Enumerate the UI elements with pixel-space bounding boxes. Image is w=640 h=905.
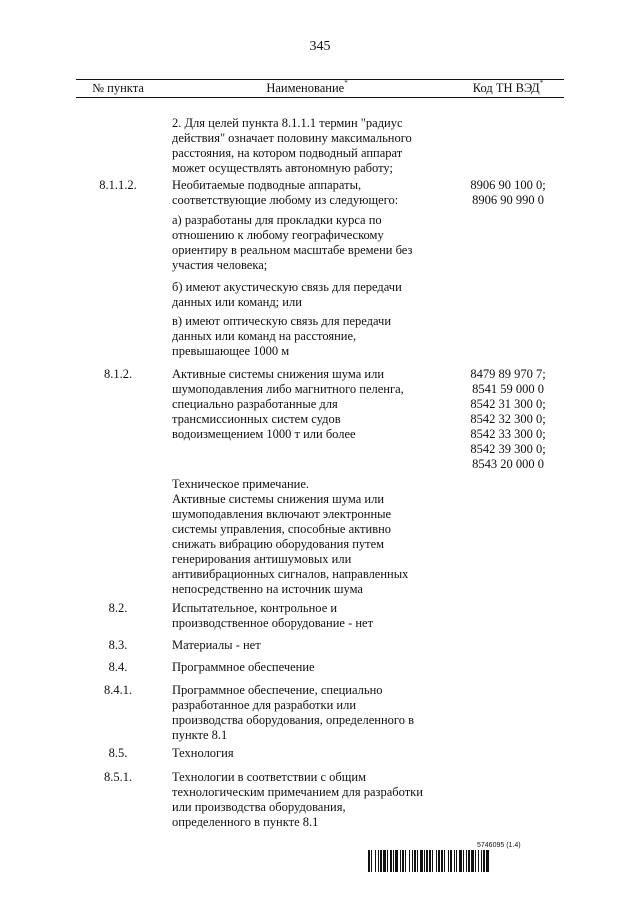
item-description	[172, 638, 442, 653]
header-col-name: Наименование*	[266, 79, 348, 96]
description-line: шумоподавления включают электронные	[172, 507, 392, 521]
description-line: снижать вибрацию оборудования путем	[172, 537, 385, 551]
tn-ved-code: 8906 90 990 0	[472, 193, 544, 207]
tn-ved-codes	[452, 367, 564, 472]
item-number: 8.5.	[108, 746, 128, 760]
description-line: трансмиссионных систем судов	[172, 412, 341, 426]
description-line: превышающее 1000 м	[172, 344, 290, 358]
item-description	[172, 770, 442, 830]
item-number: 8.3.	[108, 638, 128, 652]
tn-ved-code: 8542 31 300 0;	[470, 397, 546, 411]
description-line: системы управления, способные активно	[172, 522, 392, 536]
description-line: 2. Для целей пункта 8.1.1.1 термин "радиус	[172, 116, 403, 130]
description-line: пункте 8.1	[172, 728, 228, 742]
item-description	[172, 116, 442, 176]
description-line: б) имеют акустическую связь для передачи	[172, 280, 402, 294]
description-line: действия" означает половину максимального	[172, 131, 412, 145]
tn-ved-code: 8542 32 300 0;	[470, 412, 546, 426]
description-line: разработанное для разработки или	[172, 698, 357, 712]
description-line: Активные системы снижения шума или	[172, 367, 385, 381]
description-line: участия человека;	[172, 258, 268, 272]
description-line: а) разработаны для прокладки курса по	[172, 213, 382, 227]
description-line: Технологии в соответствии с общим	[172, 770, 366, 784]
item-description	[172, 314, 442, 359]
description-line: в) имеют оптическую связь для передачи	[172, 314, 392, 328]
item-description	[172, 367, 442, 442]
description-line: генерирования антишумовых или	[172, 552, 352, 566]
item-description	[172, 178, 442, 208]
description-line: может осуществлять автономную работу;	[172, 161, 393, 175]
tn-ved-code: 8542 39 300 0;	[470, 442, 546, 456]
description-line: Программное обеспечение	[172, 660, 315, 674]
description-line: Материалы - нет	[172, 638, 261, 652]
description-line: Программное обеспечение, специально	[172, 683, 383, 697]
description-line: расстояния, на котором подводный аппарат	[172, 146, 403, 160]
description-line: производственное оборудование - нет	[172, 616, 374, 630]
description-line: Технология	[172, 746, 234, 760]
item-number: 8.4.	[108, 660, 128, 674]
item-description	[172, 746, 442, 761]
item-number: 8.1.1.2.	[99, 178, 137, 192]
item-description	[172, 601, 442, 631]
description-line: ориентиру в реальном масштабе времени без	[172, 243, 413, 257]
description-line: или производства оборудования,	[172, 800, 346, 814]
description-line: Необитаемые подводные аппараты,	[172, 178, 362, 192]
tn-ved-codes	[452, 178, 564, 208]
tn-ved-code: 8541 59 000 0	[472, 382, 544, 396]
item-description	[172, 280, 442, 310]
description-line: определенного в пункте 8.1	[172, 815, 319, 829]
item-number: 8.5.1.	[103, 770, 133, 784]
item-number: 8.4.1.	[103, 683, 133, 697]
barcode-image	[368, 850, 568, 872]
description-line: шумоподавления либо магнитного пеленга,	[172, 382, 404, 396]
description-line: непосредственно на источник шума	[172, 582, 363, 596]
description-line: соответствующие любому из следующего:	[172, 193, 399, 207]
description-line: данных или команд на расстояние,	[172, 329, 357, 343]
description-line: данных или команд; или	[172, 295, 302, 309]
item-description	[172, 660, 442, 675]
page-number: 345	[309, 39, 331, 54]
description-line: антивибрационных сигналов, направленных	[172, 567, 409, 581]
item-description	[172, 213, 442, 273]
tn-ved-code: 8906 90 100 0;	[470, 178, 546, 192]
tn-ved-code: 8542 33 300 0;	[470, 427, 546, 441]
item-description	[172, 683, 442, 743]
description-line: отношению к любому географическому	[172, 228, 384, 242]
item-number: 8.2.	[108, 601, 128, 615]
item-number: 8.1.2.	[103, 367, 133, 381]
description-line: производства оборудования, определенного в	[172, 713, 414, 727]
header-col-num: № пункта	[92, 81, 144, 95]
footer-document-code: 5746095 (1.4)	[477, 842, 521, 849]
item-description	[172, 477, 442, 597]
tn-ved-code: 8479 89 970 7;	[470, 367, 546, 381]
header-col-code: Код ТН ВЭД*	[472, 79, 544, 96]
description-line: водоизмещением 1000 т или более	[172, 427, 356, 441]
description-line: специально разработанные для	[172, 397, 338, 411]
description-line: Активные системы снижения шума или	[172, 492, 385, 506]
description-line: технологическим примечанием для разработки	[172, 785, 423, 799]
tn-ved-code: 8543 20 000 0	[472, 457, 544, 471]
description-line: Техническое примечание.	[172, 477, 310, 491]
table-header	[76, 79, 564, 98]
description-line: Испытательное, контрольное и	[172, 601, 338, 615]
